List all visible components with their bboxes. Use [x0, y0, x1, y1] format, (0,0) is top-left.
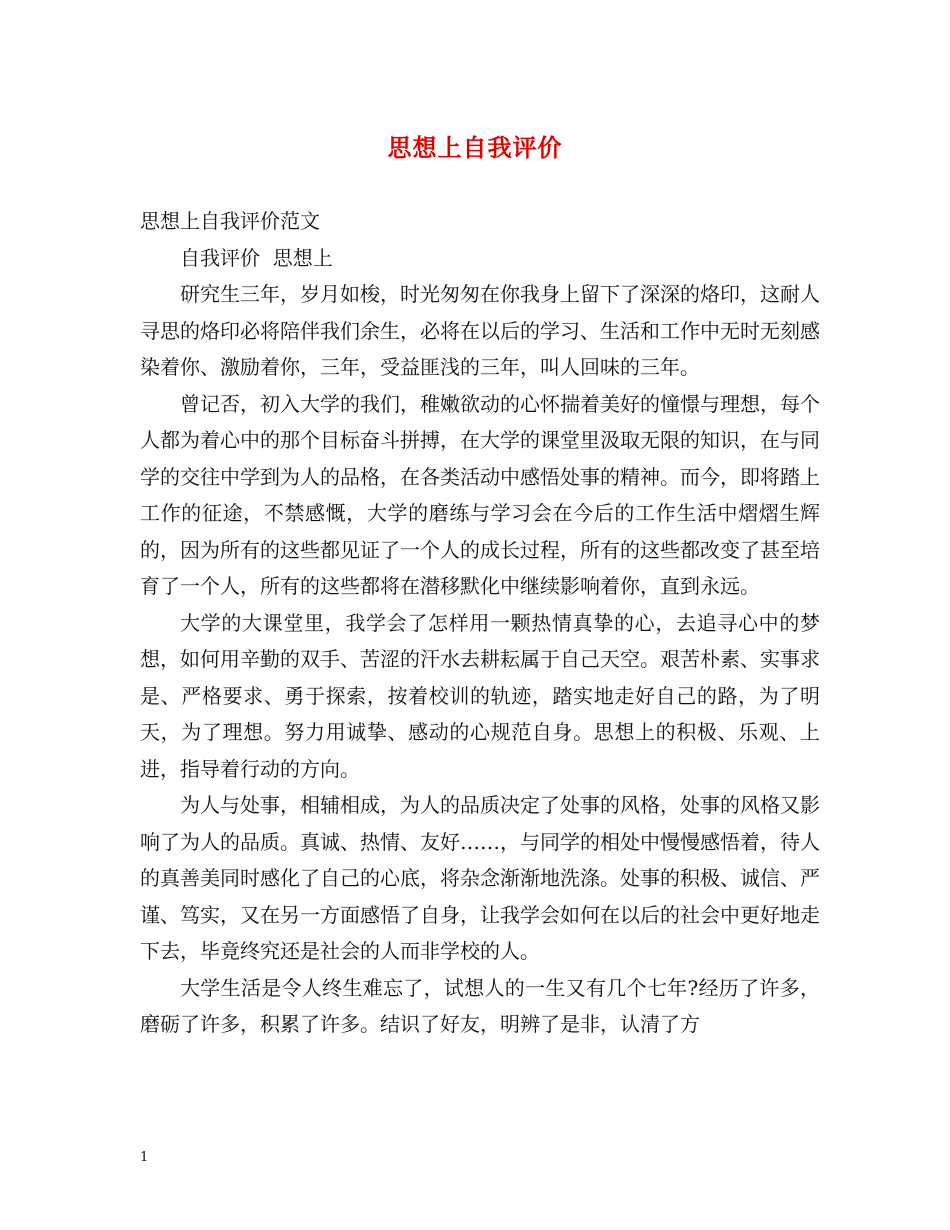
paragraph-1: 研究生三年，岁月如梭，时光匆匆在你我身上留下了深深的烙印，这耐人寻思的烙印必将陪伴我们余生，必将在以后的学习、生活和工作中无时无刻感染着你、激励着你，三年，受益匪浅的三年，叫人回味的三年。 [140, 282, 820, 379]
paragraph-2: 曾记否，初入大学的我们，稚嫩欲动的心怀揣着美好的憧憬与理想，每个人都为着心中的那个目标奋斗拼搏，在大学的课堂里汲取无限的知识，在与同学的交往中学到为人的品格，在各类活动中感悟处事的精神。而今，即将踏上工作的征途，不禁感慨，大学的磨练与学习会在今后的工作生活中熠熠生辉的，因为所有的这些都见证了一个人的成长过程，所有的这些都改变了甚至培育了一个人，所有的这些都将在潜移默化中继续影响着你，直到永远。 [140, 391, 820, 598]
document-title: 思想上自我评价 [387, 133, 563, 162]
paragraph-5: 大学生活是令人终生难忘了，试想人的一生又有几个七年?经历了许多，磨砺了许多，积累了许多。结识了好友，明辨了是非，认清了方 [140, 975, 820, 1036]
page-number: 1 [140, 1150, 149, 1165]
document-subtitle: 思想上自我评价范文 [140, 209, 320, 233]
paragraph-4: 为人与处事，相辅相成，为人的品质决定了处事的风格，处事的风格又影响了为人的品质。真诚、热情、友好……，与同学的相处中慢慢感悟着，待人的真善美同时感化了自己的心底，将杂念渐渐地洗涤。处事的积极、诚信、严谨、笃实，又在另一方面感悟了自身，让我学会如何在以后的社会中更好地走下去，毕竟终究还是社会的人而非学校的人。 [140, 793, 820, 963]
document-body [140, 203, 820, 1043]
paragraph-3: 大学的大课堂里，我学会了怎样用一颗热情真挚的心，去追寻心中的梦想，如何用辛勤的双手、苦涩的汗水去耕耘属于自己天空。艰苦朴素、实事求是、严格要求、勇于探索，按着校训的轨迹，踏实地走好自己的路，为了明天，为了理想。努力用诚挚、感动的心规范自身。思想上的积极、乐观、上进，指导着行动的方向。 [140, 610, 820, 781]
keywords-line: 自我评价 思想上 [180, 245, 333, 270]
